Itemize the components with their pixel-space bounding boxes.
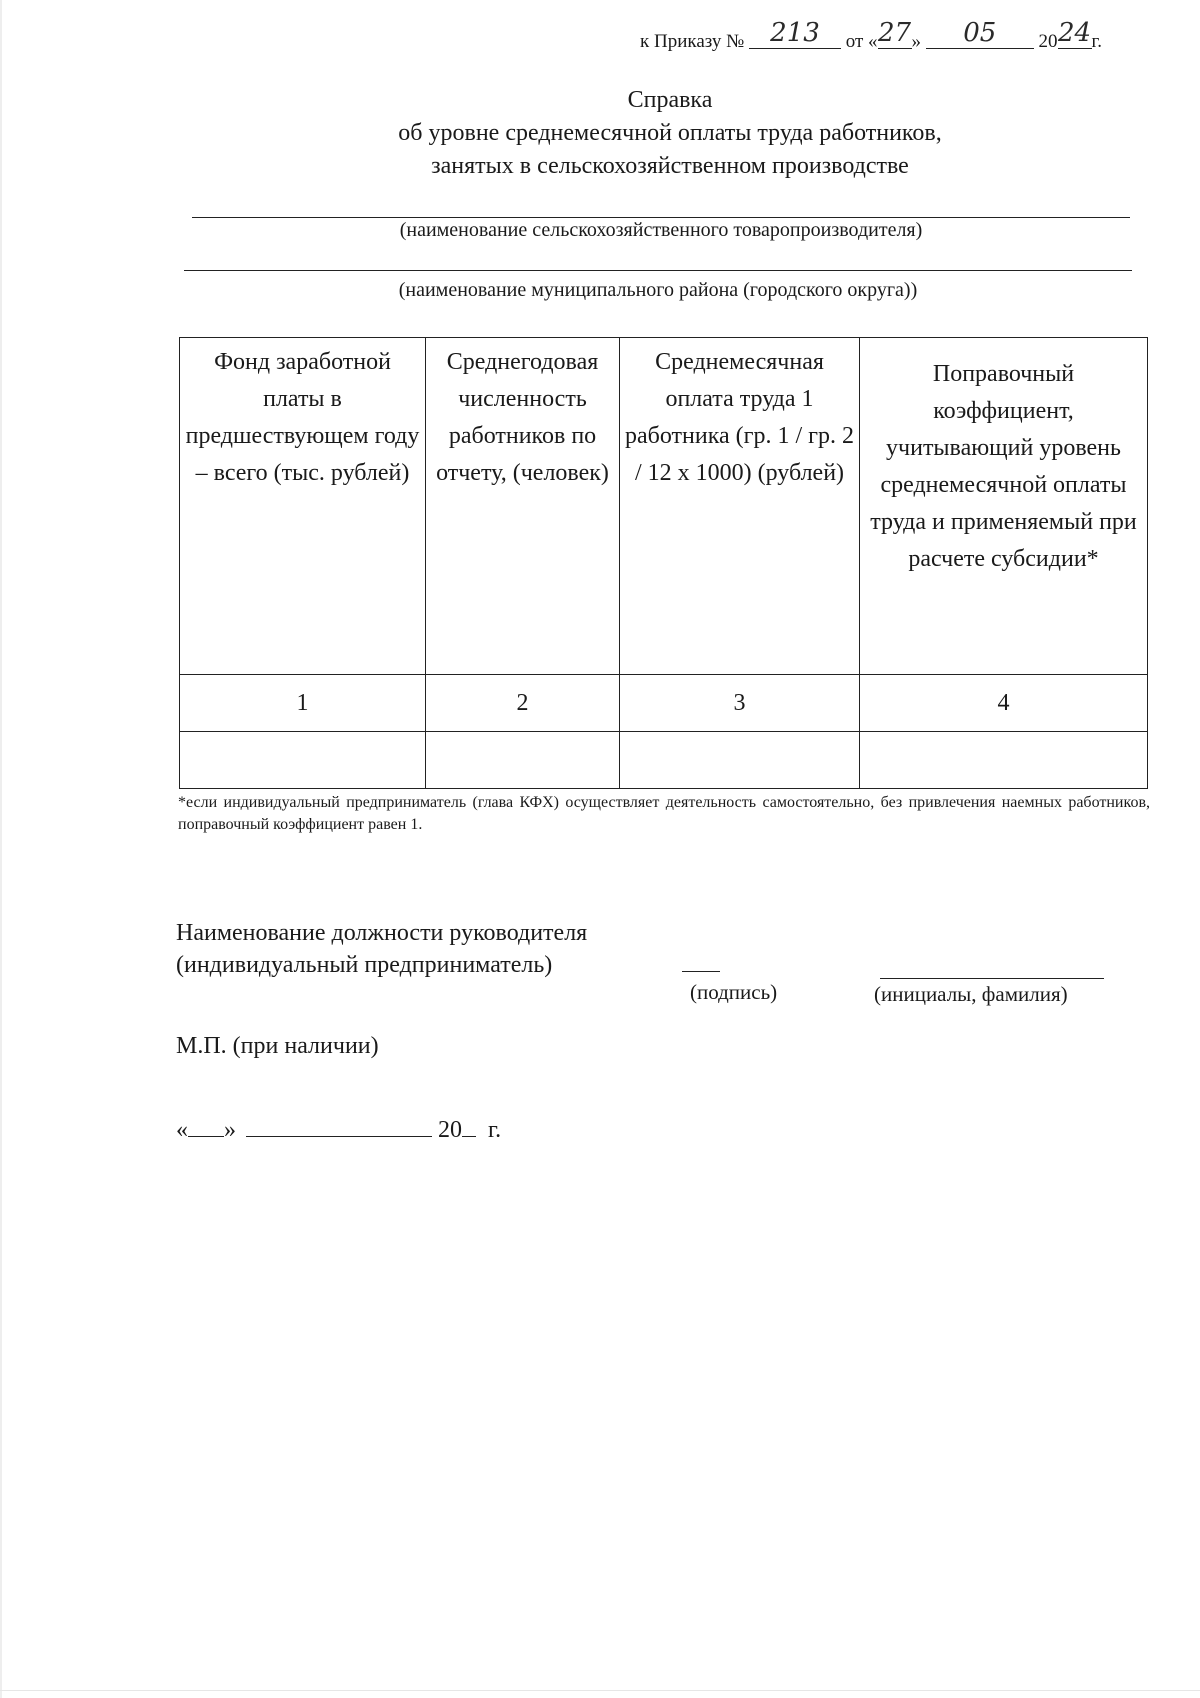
position-title <box>176 917 587 981</box>
position-line-2: (индивидуальный предприниматель) <box>176 952 553 978</box>
order-reference <box>640 18 1102 53</box>
order-day: 27 <box>878 18 912 48</box>
date-close-quote: » <box>224 1117 236 1143</box>
table-header-row <box>180 338 1148 675</box>
order-prefix: к Приказу № <box>640 31 745 52</box>
order-year-label: г. <box>1091 31 1102 52</box>
date-year-label: г. <box>488 1117 502 1143</box>
order-month: 05 <box>963 18 997 48</box>
order-from-label: от <box>845 31 864 52</box>
header-cell-4: Поправочный коэффициент, учитывающий уровень среднемесячной оплаты труда и применяемый при расчете субсидии* <box>860 338 1148 675</box>
date-month-blank <box>246 1116 432 1137</box>
stamp-label: М.П. (при наличии) <box>176 1033 379 1059</box>
date-day-blank <box>188 1116 224 1137</box>
district-caption: (наименование муниципального района (городского округа)) <box>398 279 918 301</box>
order-number-field <box>749 18 841 49</box>
order-day-field <box>878 18 912 49</box>
title-line-3: занятых в сельскохозяйственном производстве <box>431 153 909 179</box>
date-line <box>176 1114 501 1146</box>
title-line-1: Справка <box>627 87 713 113</box>
producer-name-line <box>192 217 1130 218</box>
data-entry-row <box>180 732 1148 789</box>
order-number: 213 <box>770 18 820 48</box>
header-cell-2: Среднегодовая численность работников по отчету, (человек) <box>426 338 620 675</box>
column-number-3: 3 <box>620 675 860 732</box>
order-year-field <box>1058 18 1092 49</box>
order-day-open-quote: « <box>868 31 878 52</box>
title-line-2: об уровне среднемесячной оплаты труда работников, <box>398 120 942 146</box>
column-number-4: 4 <box>860 675 1148 732</box>
position-line-1: Наименование должности руководителя <box>176 920 588 946</box>
order-day-close-quote: » <box>911 31 922 52</box>
entry-cell-2 <box>426 732 620 789</box>
district-name-line <box>184 270 1132 271</box>
entry-cell-3 <box>620 732 860 789</box>
signature-line <box>682 971 720 972</box>
scan-edge-left <box>0 0 2 1698</box>
name-caption: (инициалы, фамилия) <box>874 982 1068 1006</box>
order-year-suffix: 24 <box>1058 18 1092 48</box>
entry-cell-4 <box>860 732 1148 789</box>
scan-edge-bottom <box>0 1690 1200 1691</box>
date-year-prefix: 20 <box>438 1117 462 1143</box>
column-number-1: 1 <box>180 675 426 732</box>
document-title <box>150 84 1190 183</box>
column-number-2: 2 <box>426 675 620 732</box>
table-footnote: *если индивидуальный предприниматель (глава КФХ) осуществляет деятельность самостоятельно, без привлечения наемных работников, поправочный коэффициент равен 1. <box>178 794 1150 833</box>
date-year-blank <box>462 1116 476 1137</box>
date-open-quote: « <box>176 1117 188 1143</box>
producer-caption: (наименование сельскохозяйственного товаропроизводителя) <box>399 219 923 241</box>
order-month-field <box>926 18 1034 49</box>
signature-caption: (подпись) <box>690 980 778 1004</box>
order-year-prefix: 20 <box>1038 31 1058 52</box>
salary-table <box>179 337 1148 789</box>
name-line <box>880 978 1104 979</box>
entry-cell-1 <box>180 732 426 789</box>
column-number-row <box>180 675 1148 732</box>
header-cell-1: Фонд заработной платы в предшествующем году – всего (тыс. рублей) <box>180 338 426 675</box>
header-cell-3: Среднемесячная оплата труда 1 работника (гр. 1 / гр. 2 / 12 х 1000) (рублей) <box>620 338 860 675</box>
